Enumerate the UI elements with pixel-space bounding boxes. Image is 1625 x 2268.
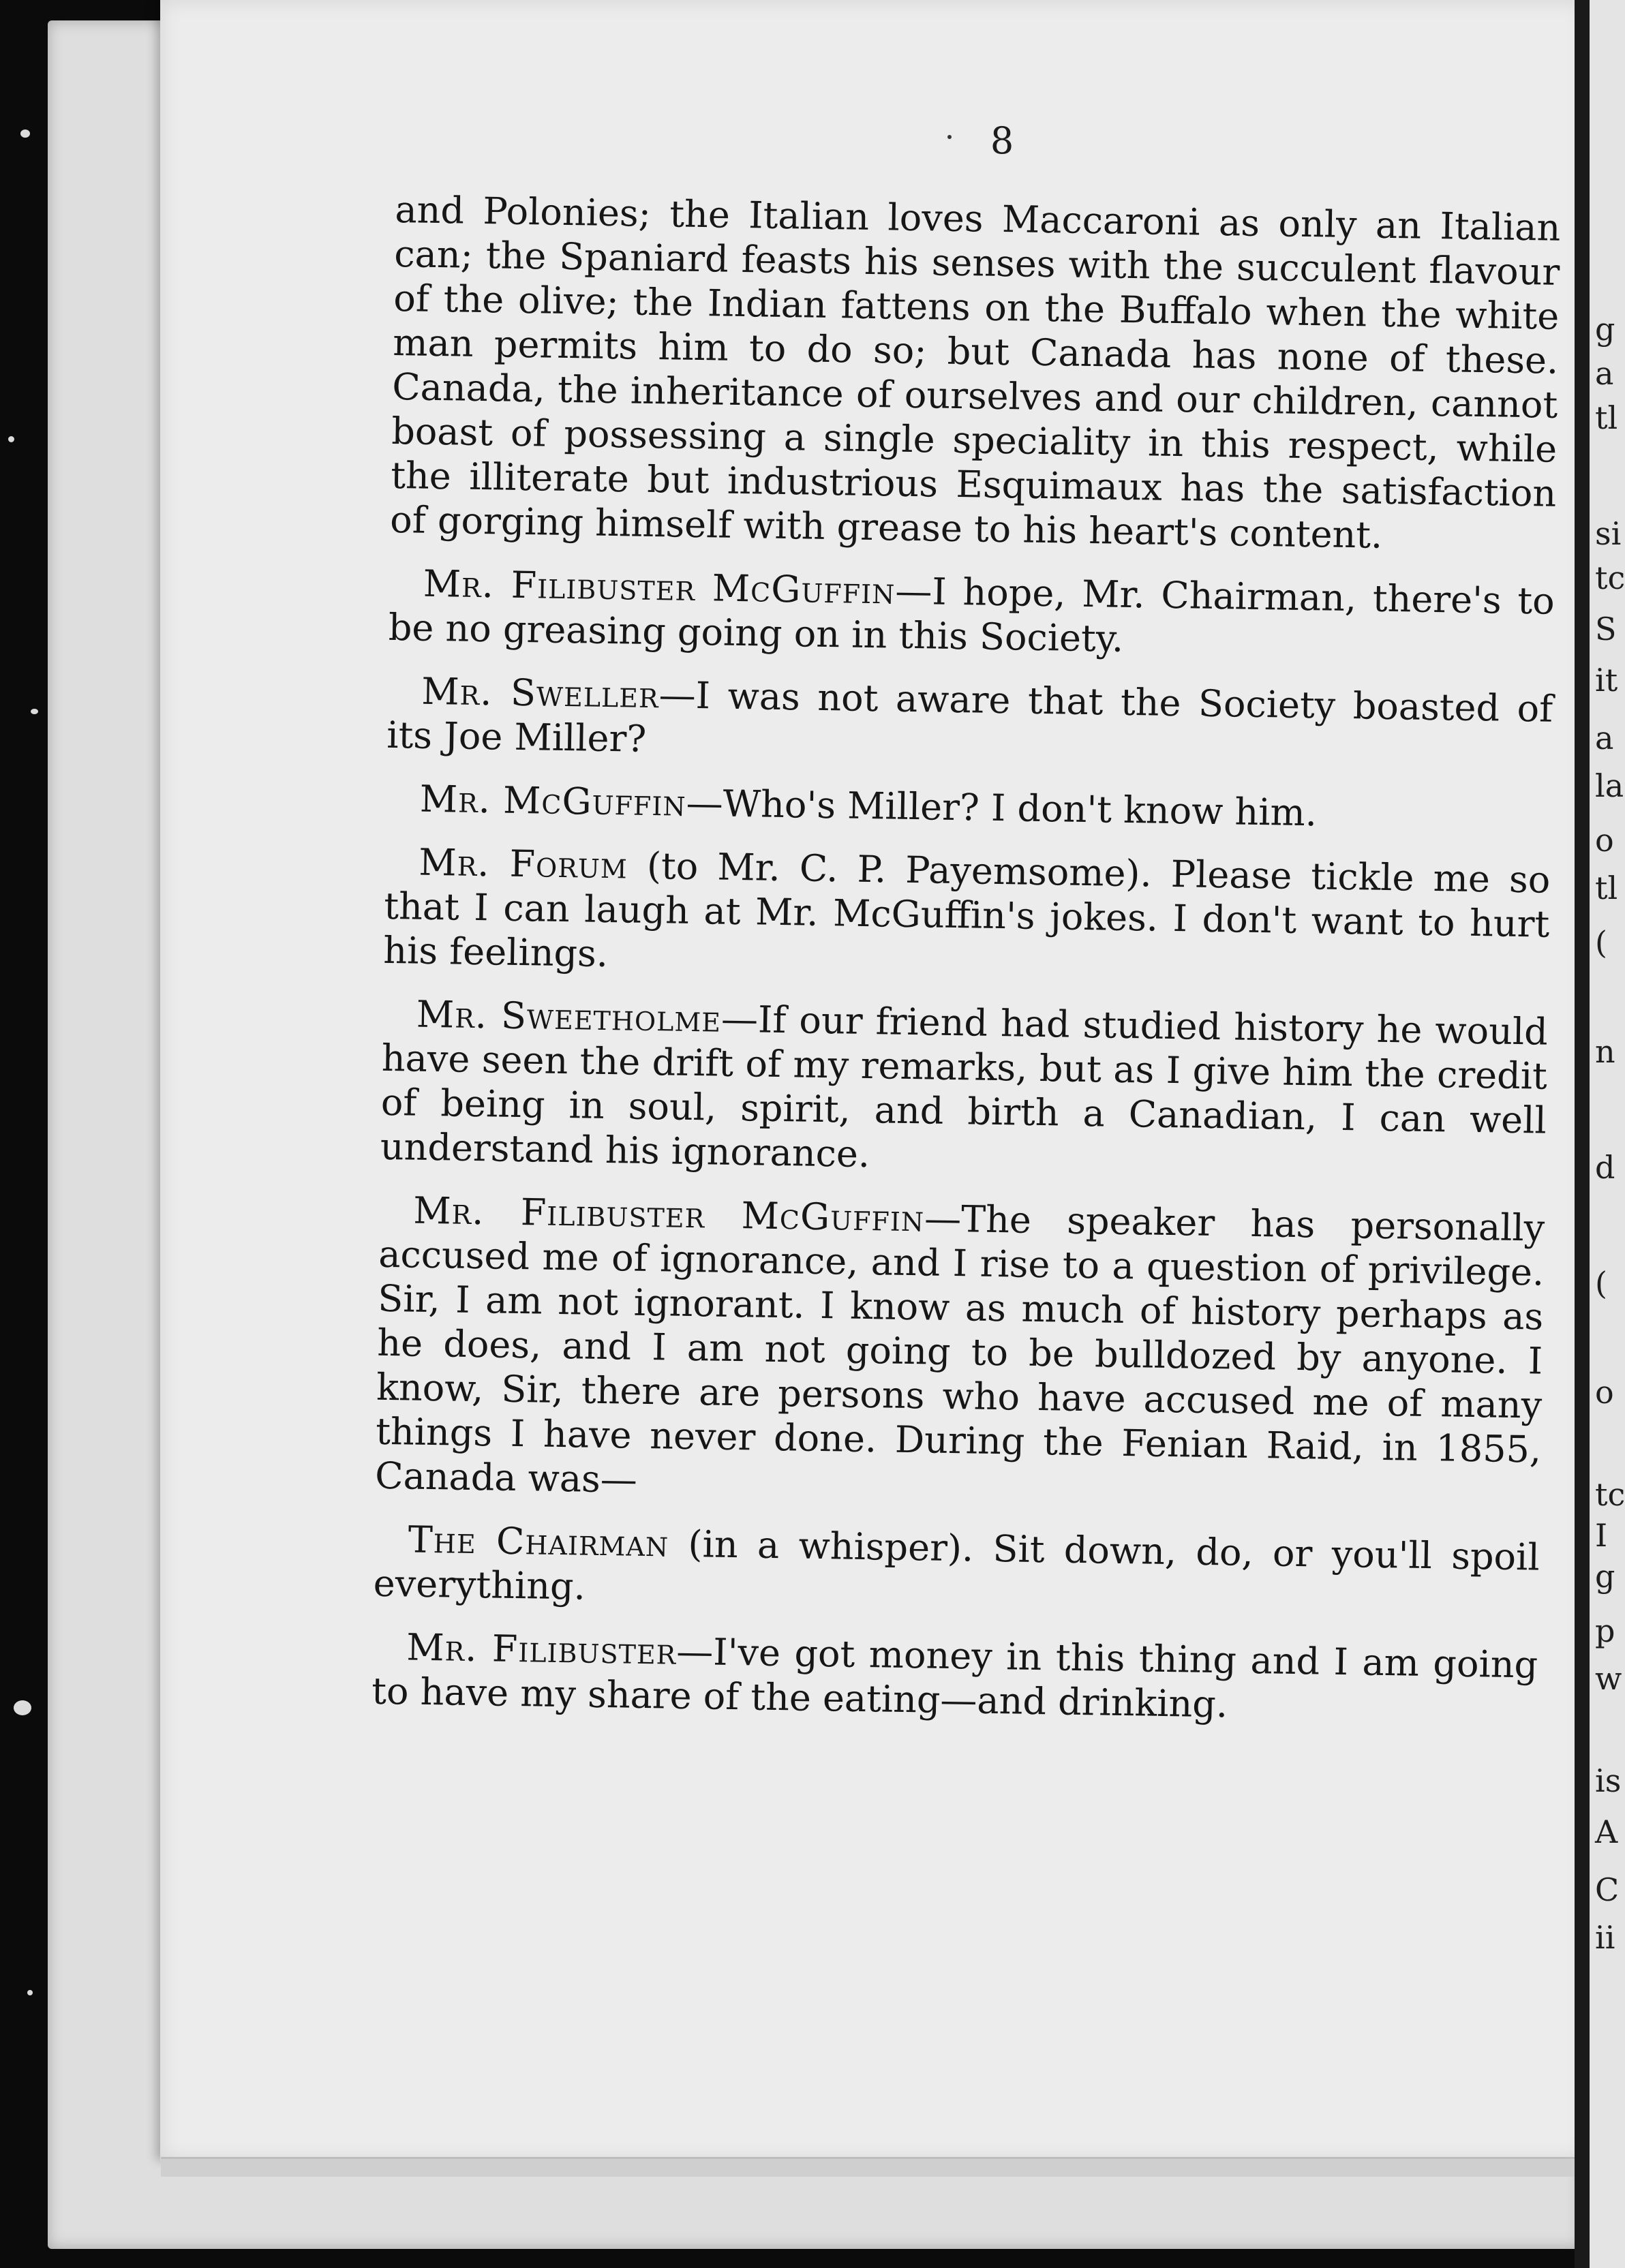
ink-dot	[947, 135, 952, 139]
dialogue-text: (in a whisper). Sit down, do, or you'll spoil everything.	[373, 1522, 1540, 1608]
adjacent-page-fragment: la	[1595, 767, 1624, 804]
page-number: 8	[990, 119, 1014, 162]
book-gutter	[1575, 0, 1590, 2268]
dust-speck	[8, 436, 14, 442]
speaker-name: Mr. Forum	[418, 840, 628, 887]
dialogue-paragraph	[383, 840, 1551, 991]
adjacent-page-fragment: si	[1595, 515, 1622, 552]
adjacent-page-fragment: tl	[1595, 870, 1618, 906]
dialogue-text: —The speaker has personally accused me of ignorance, and I rise to a question of privilege. Sir, I am not ignorant. I know as much of history perhaps as he does, and I am not going to be bulldozed by anyone. I know, Sir, there are persons who have accused me of many things I have never done. During the Fenian Raid, in 1855, Canada was—	[374, 1197, 1545, 1501]
adjacent-page-fragment: g	[1595, 311, 1615, 348]
dialogue-text: —If our friend had studied history he would have seen the drift of my remarks, but as I give him the credit of being in soul, spirit, and birth a Canadian, I can well understand his ignorance.	[380, 997, 1549, 1176]
adjacent-page-fragment: a	[1595, 720, 1614, 756]
dialogue-paragraph	[380, 992, 1548, 1187]
adjacent-page-fragment: ii	[1595, 1919, 1615, 1956]
speaker-name: Mr. Sweller	[421, 669, 660, 717]
adjacent-page-fragment: o	[1595, 1374, 1614, 1411]
adjacent-page-fragment: n	[1595, 1033, 1615, 1070]
dialogue-paragraph	[375, 1188, 1545, 1516]
dialogue-paragraph	[388, 561, 1555, 668]
adjacent-page-fragment: tc	[1595, 1476, 1625, 1513]
adjacent-page-fragment: tl	[1595, 399, 1618, 436]
adjacent-page-fragment: d	[1595, 1149, 1615, 1186]
adjacent-page-fragment: a	[1595, 355, 1614, 392]
speaker-name: Mr. Filibuster	[406, 1625, 677, 1673]
page-body	[371, 187, 1560, 1751]
dust-speck	[20, 129, 30, 138]
dialogue-paragraph	[373, 1517, 1540, 1624]
adjacent-page-strip	[1590, 0, 1625, 2268]
adjacent-page-fragment: p	[1595, 1612, 1615, 1649]
adjacent-page-fragment: w	[1595, 1660, 1622, 1697]
dialogue-paragraph	[386, 669, 1553, 776]
adjacent-page-fragment: I	[1595, 1517, 1608, 1554]
adjacent-page-fragment: g	[1595, 1558, 1615, 1595]
dialogue-text: (to Mr. C. P. Payemsome). Please tickle me so that I can laugh at Mr. McGuffin's jokes. I don't want to hurt his feelings.	[382, 844, 1551, 976]
adjacent-page-fragment: C	[1595, 1871, 1620, 1908]
adjacent-page-fragment: o	[1595, 822, 1614, 859]
dialogue-paragraph	[371, 1625, 1538, 1732]
dialogue-paragraph	[385, 776, 1551, 839]
adjacent-page-fragment: tc	[1595, 560, 1625, 596]
paragraph-text: and Polonies; the Italian loves Maccaroni as only an Italian can; the Spaniard feasts his senses with the succulent flavour of the olive; the Indian fattens on the Buffalo when the white man permits him to do so; but Canada has none of these. Canada, the inheritance of ourselves and our children, cannot boast of possessing a single speciality in this respect, while the illiterate but industrious Esquimaux has the satisfaction of gorging himself with grease to his heart's content.	[389, 187, 1561, 557]
paragraph	[390, 187, 1561, 560]
adjacent-page-fragment: it	[1595, 662, 1618, 699]
speaker-name: Mr. McGuffin	[419, 777, 687, 825]
dialogue-text: —I hope, Mr. Chairman, there's to be no greasing going on in this Society.	[388, 569, 1555, 660]
speaker-name: Mr. Filibuster McGuffin	[423, 562, 896, 613]
page-bottom-edge	[161, 2157, 1584, 2177]
adjacent-page-fragment: (	[1595, 1265, 1607, 1302]
speaker-name: Mr. Sweetholme	[416, 992, 722, 1041]
adjacent-page-fragment: S	[1595, 611, 1617, 647]
adjacent-page-fragment: A	[1595, 1813, 1618, 1850]
speaker-name: The Chairman	[408, 1518, 669, 1565]
speaker-name: Mr. Filibuster McGuffin	[412, 1189, 925, 1240]
dialogue-text: —I was not aware that the Society boasted of its Joe Miller?	[386, 673, 1553, 761]
dialogue-text: —I've got money in this thing and I am going to have my share of the eating—and drinking.	[371, 1629, 1538, 1726]
adjacent-page-fragment: (	[1595, 924, 1607, 961]
dialogue-text: —Who's Miller? I don't know him.	[686, 781, 1318, 835]
adjacent-page-fragment: is	[1595, 1762, 1622, 1799]
dust-speck	[27, 1990, 33, 1995]
dust-speck	[31, 709, 38, 714]
dust-speck	[14, 1700, 31, 1715]
